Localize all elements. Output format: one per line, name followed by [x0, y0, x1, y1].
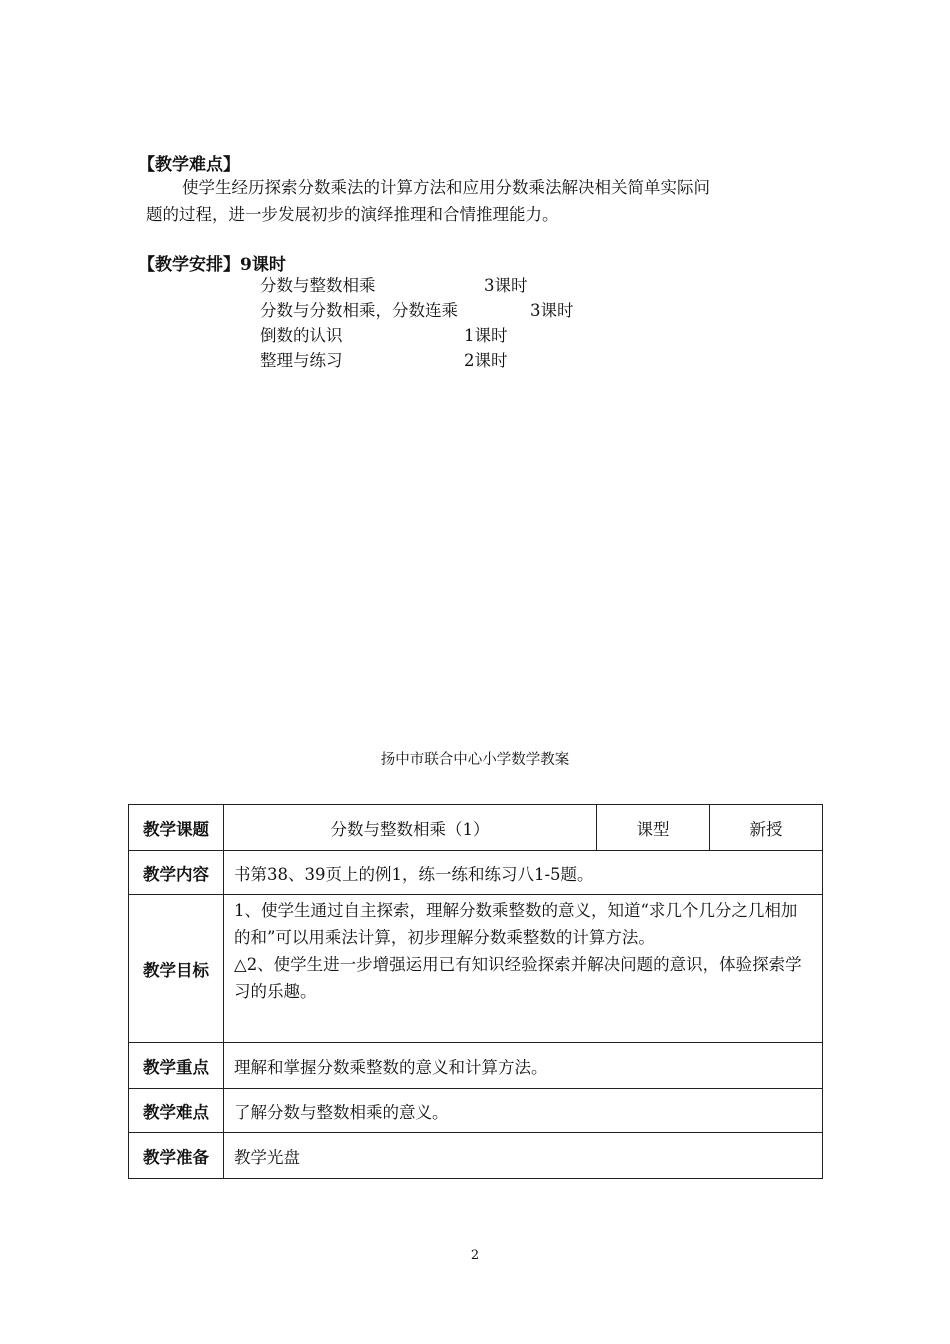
- schedule-item-label: 整理与练习: [260, 351, 343, 370]
- difficulty-line-1: 使学生经历探索分数乘法的计算方法和应用分数乘法解决相关简单实际问: [182, 178, 710, 197]
- schedule-item-hours: 3课时: [484, 276, 528, 295]
- school-title: 扬中市联合中心小学数学教案: [380, 752, 570, 768]
- difficulty-value: 了解分数与整数相乘的意义。: [224, 1089, 823, 1133]
- schedule-item-label: 倒数的认识: [260, 326, 343, 345]
- schedule-item-hours: 2课时: [464, 351, 508, 370]
- schedule-item-hours: 3课时: [530, 301, 574, 320]
- type-label: 课型: [597, 805, 710, 851]
- table-row-difficulty: [129, 1089, 823, 1133]
- difficulty-section-title: 【教学难点】: [138, 155, 240, 175]
- table-row-topic: [129, 805, 823, 851]
- table-row-content: [129, 851, 823, 895]
- type-value: 新授: [710, 805, 823, 851]
- goal-value: [224, 895, 823, 1043]
- difficulty-section-text: [146, 174, 816, 228]
- key-label: 教学重点: [129, 1043, 224, 1089]
- prep-label: 教学准备: [129, 1133, 224, 1179]
- prep-value: 教学光盘: [224, 1133, 823, 1179]
- schedule-item-label: 分数与整数相乘: [260, 276, 376, 295]
- schedule-item-label: 分数与分数相乘，分数连乘: [260, 301, 458, 320]
- goal-item-1: 1、使学生通过自主探索，理解分数乘整数的意义，知道“求几个几分之几相加的和”可以用乘法计算，初步理解分数乘整数的计算方法。: [234, 901, 798, 947]
- arrangement-section-title: 【教学安排】9课时: [138, 255, 286, 275]
- table-row-prep: [129, 1133, 823, 1179]
- table-row-key: [129, 1043, 823, 1089]
- lesson-plan-table: [128, 804, 823, 1179]
- difficulty-label: 教学难点: [129, 1089, 224, 1133]
- table-row-goal: [129, 895, 823, 1043]
- goal-label: 教学目标: [129, 895, 224, 1043]
- key-value: 理解和掌握分数乘整数的意义和计算方法。: [224, 1043, 823, 1089]
- schedule-item-hours: 1课时: [464, 326, 508, 345]
- page-number: 2: [470, 1248, 480, 1263]
- topic-value: 分数与整数相乘（1）: [224, 805, 597, 851]
- content-label: 教学内容: [129, 851, 224, 895]
- goal-item-2: △2、使学生进一步增强运用已有知识经验探索并解决问题的意识，体验探索学习的乐趣。: [234, 955, 802, 1001]
- topic-label: 教学课题: [129, 805, 224, 851]
- content-value: 书第38、39页上的例1，练一练和练习八1-5题。: [224, 851, 823, 895]
- difficulty-line-2: 题的过程，进一步发展初步的演绎推理和合情推理能力。: [146, 205, 559, 224]
